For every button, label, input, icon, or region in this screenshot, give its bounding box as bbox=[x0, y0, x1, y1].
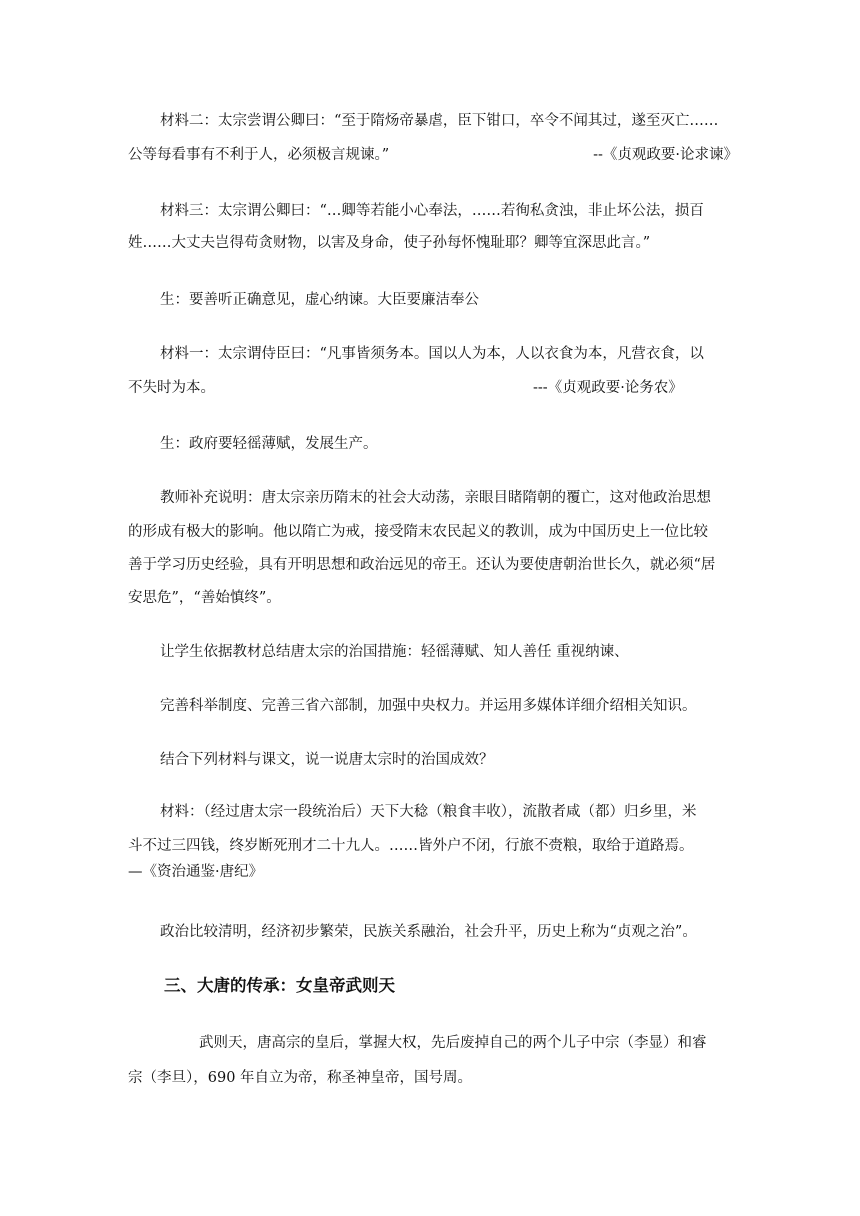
student-answer-2: 生：政府要轻徭薄赋，发展生产。 bbox=[160, 436, 378, 452]
material-two-line-2-row bbox=[128, 145, 738, 165]
material-two-line-2: 公等每看事有不利于人，必须极言规谏。” bbox=[128, 147, 390, 163]
material-three-line-1: 材料三：太宗谓公卿曰：“…卿等若能小心奉法，……若徇私贪浊，非止坏公法，损百 bbox=[160, 203, 704, 219]
summary-line-1: 让学生依据教材总结唐太宗的治国措施：轻徭薄赋、知人善任 重视纳谏、 bbox=[160, 644, 629, 660]
teacher-note-line-2: 的形成有极大的影响。他以隋亡为戒，接受隋末农民起义的教训，成为中国历史上一位比较 bbox=[128, 524, 708, 540]
wu-zetian-line-1: 武则天，唐高宗的皇后，掌握大权，先后废掉自己的两个儿子中宗（李显）和睿 bbox=[199, 1035, 707, 1051]
material-one-line-2: 不失时为本。 bbox=[128, 380, 215, 396]
material-one-line-2-row bbox=[128, 378, 738, 398]
material-two-source: --《贞观政要·论求谏》 bbox=[593, 147, 738, 163]
teacher-note-line-4: 安思危”，“善始慎终”。 bbox=[128, 590, 281, 606]
material-three-line-2: 姓……大丈夫岂得苟贪财物，以害及身命，使子孙每怀愧耻耶？卿等宜深思此言。” bbox=[128, 235, 651, 251]
material-one-source: ---《贞观政要·论务农》 bbox=[533, 380, 683, 396]
material-source: —《资治通鉴·唐纪》 bbox=[128, 864, 264, 880]
question-line: 结合下列材料与课文，说一说唐太宗时的治国成效？ bbox=[160, 752, 494, 768]
student-answer-1: 生：要善听正确意见，虚心纳谏。大臣要廉洁奉公 bbox=[160, 292, 479, 308]
conclusion-line: 政治比较清明，经济初步繁荣，民族关系融治，社会升平，历史上称为“贞观之治”。 bbox=[160, 924, 697, 940]
section-heading: 三、大唐的传承：女皇帝武则天 bbox=[164, 976, 395, 995]
teacher-note-line-1: 教师补充说明：唐太宗亲历隋末的社会大动荡，亲眼目睹隋朝的覆亡，这对他政治思想 bbox=[160, 490, 711, 506]
material-line-2: 斗不过三四钱，终岁断死刑才二十九人。……皆外户不闭，行旅不赍粮，取给于道路焉。 bbox=[128, 838, 694, 854]
material-one-line-1: 材料一：太宗谓侍臣曰：“凡事皆须务本。国以人为本，人以衣食为本，凡营衣食，以 bbox=[160, 346, 704, 362]
summary-line-2: 完善科举制度、完善三省六部制，加强中央权力。并运用多媒体详细介绍相关知识。 bbox=[160, 698, 697, 714]
material-line-1: 材料：（经过唐太宗一段统治后）天下大稔（粮食丰收），流散者咸（都）归乡里，米 bbox=[160, 804, 697, 820]
material-two-line-1: 材料二：太宗尝谓公卿曰：“至于隋炀帝暴虐，臣下钳口，卒令不闻其过，遂至灭亡…… bbox=[160, 113, 719, 129]
wu-zetian-line-2: 宗（李旦），690 年自立为帝，称圣神皇帝，国号周。 bbox=[128, 1070, 473, 1086]
teacher-note-line-3: 善于学习历史经验，具有开明思想和政治远见的帝王。还认为要使唐朝治世长久，就必须“居 bbox=[128, 557, 716, 573]
